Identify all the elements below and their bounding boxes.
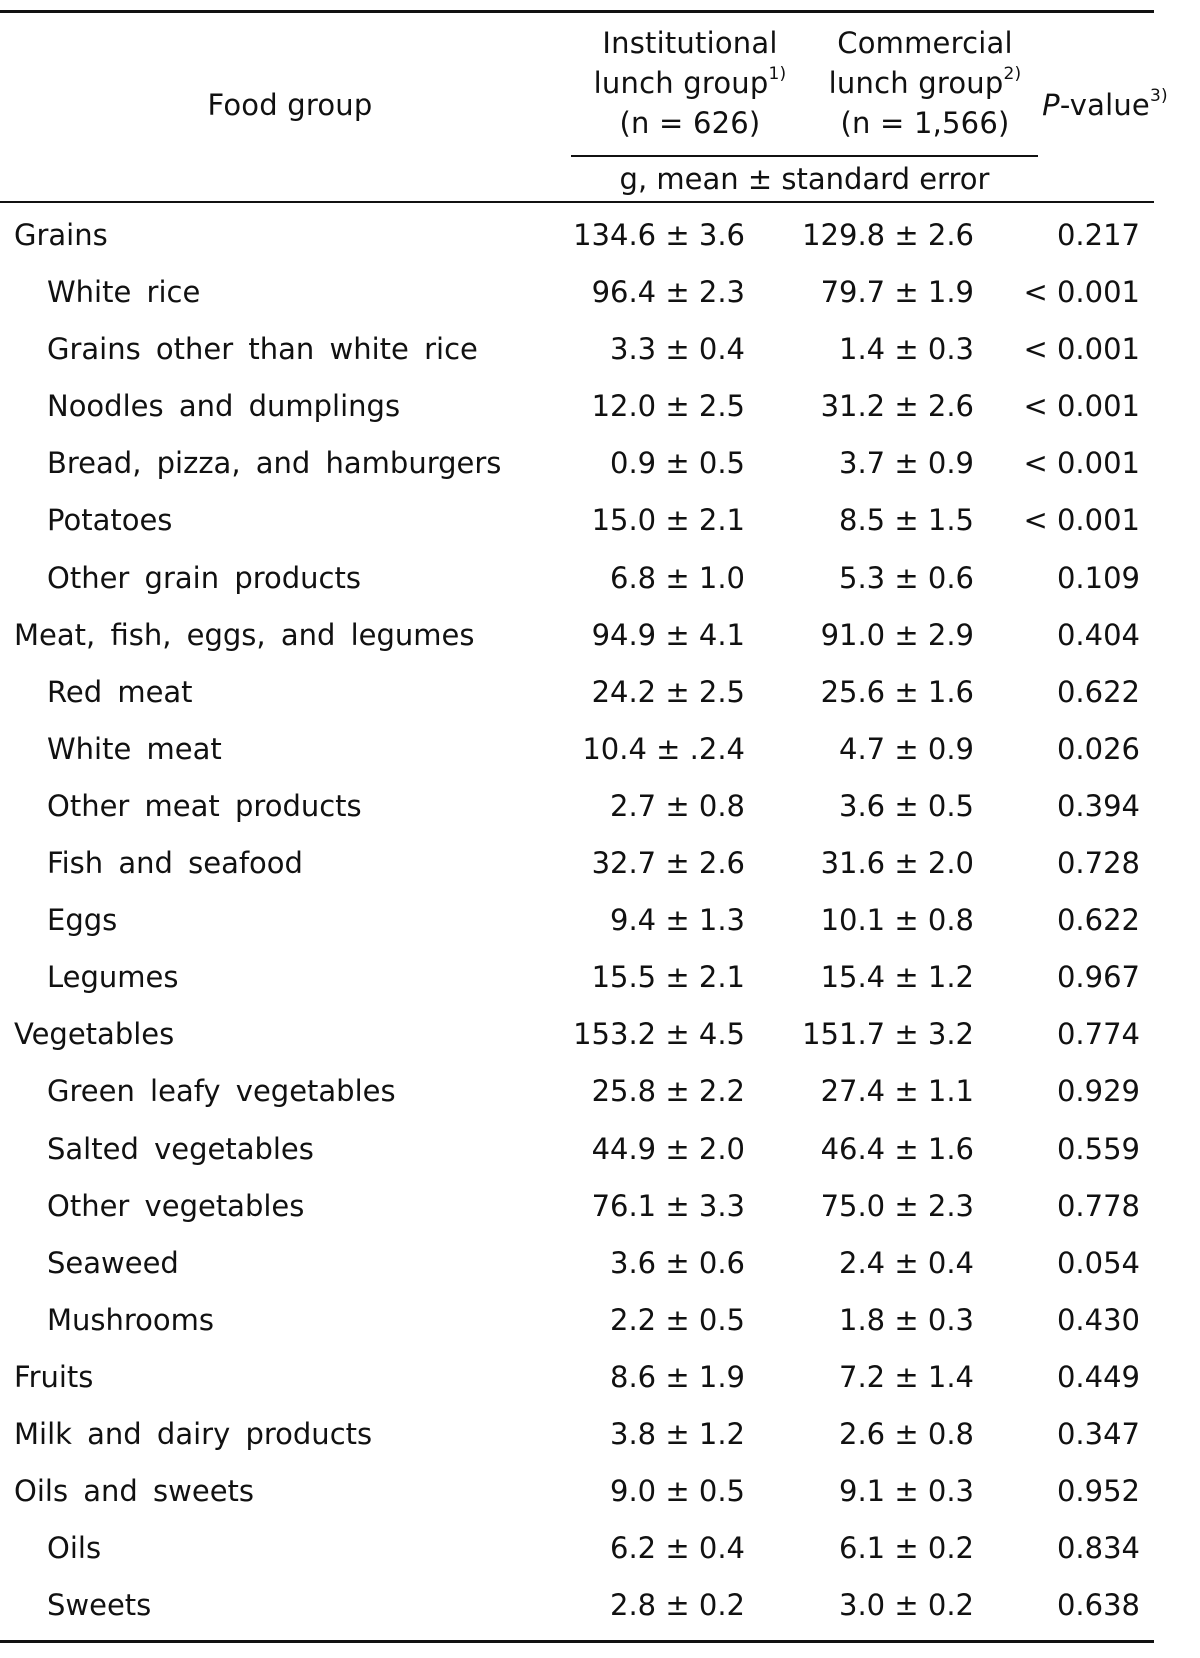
commercial-value-cell: 27.4 ± 1.1: [820, 1074, 974, 1109]
table-row: [0, 892, 1154, 949]
food-group-cell: Fruits: [14, 1359, 94, 1394]
table-row: [0, 1406, 1154, 1463]
header-p-value: [1040, 85, 1170, 125]
table-row: [0, 435, 1154, 492]
institutional-value-cell: 2.2 ± 0.5: [610, 1302, 745, 1337]
header-sub-rule: [571, 155, 1038, 157]
table-row: [0, 1463, 1154, 1520]
commercial-value-cell: 9.1 ± 0.3: [839, 1474, 974, 1509]
institutional-value-cell: 9.4 ± 1.3: [610, 903, 745, 938]
table-row: [0, 492, 1154, 549]
institutional-value-cell: 15.5 ± 2.1: [591, 960, 745, 995]
food-group-cell: Red meat: [47, 674, 193, 709]
header-units: g, mean ± standard error: [619, 162, 990, 196]
table-row: [0, 1006, 1154, 1063]
commercial-value-cell: 46.4 ± 1.6: [820, 1131, 974, 1166]
p-value-cell: 0.952: [1056, 1474, 1140, 1509]
table-row: [0, 721, 1154, 778]
commercial-value-cell: 91.0 ± 2.9: [820, 617, 974, 652]
table-row: [0, 264, 1154, 321]
food-group-cell: Grains: [14, 218, 108, 252]
food-group-cell: Grains other than white rice: [47, 332, 478, 367]
header-food-group-label: Food group: [207, 88, 373, 122]
table-row: [0, 1178, 1154, 1235]
p-value-cell: < 0.001: [1023, 332, 1140, 367]
p-value-cell: 0.622: [1056, 903, 1140, 938]
food-group-cell: Mushrooms: [47, 1302, 215, 1337]
commercial-value-cell: 129.8 ± 2.6: [802, 218, 974, 252]
institutional-value-cell: 6.8 ± 1.0: [610, 560, 745, 595]
food-group-cell: Meat, fish, eggs, and legumes: [14, 617, 475, 652]
commercial-value-cell: 2.4 ± 0.4: [839, 1245, 974, 1280]
commercial-value-cell: 7.2 ± 1.4: [839, 1359, 974, 1394]
table-row: [0, 1235, 1154, 1292]
p-value-cell: 0.728: [1056, 846, 1140, 881]
p-value-cell: 0.774: [1056, 1017, 1140, 1052]
table-row: [0, 1063, 1154, 1120]
commercial-value-cell: 151.7 ± 3.2: [802, 1017, 974, 1052]
commercial-value-cell: 3.7 ± 0.9: [839, 446, 974, 481]
food-group-cell: Other vegetables: [47, 1188, 305, 1223]
p-value-cell: < 0.001: [1023, 446, 1140, 481]
p-value-cell: 0.217: [1056, 218, 1140, 252]
commercial-value-cell: 3.6 ± 0.5: [839, 788, 974, 823]
food-group-cell: Oils: [47, 1531, 102, 1566]
commercial-value-cell: 31.6 ± 2.0: [820, 846, 974, 881]
institutional-value-cell: 3.3 ± 0.4: [610, 332, 745, 367]
institutional-value-cell: 8.6 ± 1.9: [610, 1359, 745, 1394]
institutional-value-cell: 94.9 ± 4.1: [591, 617, 745, 652]
p-value-cell: 0.026: [1056, 731, 1140, 766]
commercial-value-cell: 25.6 ± 1.6: [820, 674, 974, 709]
food-group-cell: Bread, pizza, and hamburgers: [47, 446, 502, 481]
header-institutional-line1: Institutional: [602, 26, 778, 60]
food-group-cell: Sweets: [47, 1588, 152, 1623]
food-group-cell: Potatoes: [47, 503, 173, 538]
p-value-cell: 0.430: [1056, 1302, 1140, 1337]
header-commercial-line1: Commercial: [837, 26, 1013, 60]
food-group-cell: Salted vegetables: [47, 1131, 314, 1166]
p-value-cell: 0.778: [1056, 1188, 1140, 1223]
institutional-value-cell: 32.7 ± 2.6: [591, 846, 745, 881]
footnote-marker-1: 1): [768, 64, 787, 85]
table-row: [0, 550, 1154, 607]
commercial-value-cell: 4.7 ± 0.9: [839, 731, 974, 766]
header-p-rest: -value: [1059, 88, 1150, 122]
table-row: [0, 607, 1154, 664]
footnote-marker-3: 3): [1149, 86, 1168, 107]
institutional-value-cell: 134.6 ± 3.6: [573, 218, 745, 252]
commercial-value-cell: 6.1 ± 0.2: [839, 1531, 974, 1566]
institutional-value-cell: 6.2 ± 0.4: [610, 1531, 745, 1566]
table-row: [0, 1121, 1154, 1178]
p-value-cell: 0.404: [1056, 617, 1140, 652]
table-row: [0, 1292, 1154, 1349]
food-group-cell: White rice: [47, 275, 201, 310]
food-group-cell: Oils and sweets: [14, 1474, 255, 1509]
food-group-cell: Other meat products: [47, 788, 362, 823]
commercial-value-cell: 2.6 ± 0.8: [839, 1416, 974, 1451]
p-value-cell: 0.449: [1056, 1359, 1140, 1394]
table-row: [0, 378, 1154, 435]
p-value-cell: 0.109: [1056, 560, 1140, 595]
institutional-value-cell: 12.0 ± 2.5: [591, 389, 745, 424]
header-commercial-line2: [790, 63, 1060, 103]
p-value-cell: 0.834: [1056, 1531, 1140, 1566]
food-group-cell: Eggs: [47, 903, 118, 938]
table-header: [0, 13, 1168, 201]
p-value-cell: < 0.001: [1023, 275, 1140, 310]
food-group-cell: Legumes: [47, 960, 179, 995]
food-group-cell: Fish and seafood: [47, 846, 303, 881]
table-row: [0, 778, 1154, 835]
header-commercial-n: (n = 1,566): [840, 106, 1010, 140]
commercial-value-cell: 79.7 ± 1.9: [820, 275, 974, 310]
table-row: [0, 949, 1154, 1006]
institutional-value-cell: 15.0 ± 2.1: [591, 503, 745, 538]
table-row: [0, 835, 1154, 892]
food-group-cell: Other grain products: [47, 560, 361, 595]
commercial-value-cell: 75.0 ± 2.3: [820, 1188, 974, 1223]
institutional-value-cell: 44.9 ± 2.0: [591, 1131, 745, 1166]
table-row: [0, 207, 1154, 264]
commercial-value-cell: 8.5 ± 1.5: [839, 503, 974, 538]
table-body: [0, 203, 1154, 1640]
header-institutional-label: lunch group: [593, 66, 769, 100]
commercial-value-cell: 15.4 ± 1.2: [820, 960, 974, 995]
food-group-table: [0, 10, 1168, 1643]
food-group-cell: Milk and dairy products: [14, 1416, 373, 1451]
food-group-cell: Seaweed: [47, 1245, 179, 1280]
p-value-cell: 0.394: [1056, 788, 1140, 823]
header-commercial: [790, 23, 1060, 143]
footnote-marker-2: 2): [1003, 64, 1022, 85]
table-row: [0, 1520, 1154, 1577]
food-group-cell: Green leafy vegetables: [47, 1074, 396, 1109]
table-row: [0, 321, 1154, 378]
commercial-value-cell: 1.4 ± 0.3: [839, 332, 974, 367]
p-value-cell: < 0.001: [1023, 389, 1140, 424]
bottom-rule: [0, 1640, 1154, 1643]
institutional-value-cell: 76.1 ± 3.3: [591, 1188, 745, 1223]
header-p-italic: P: [1042, 88, 1060, 122]
commercial-value-cell: 3.0 ± 0.2: [839, 1588, 974, 1623]
institutional-value-cell: 0.9 ± 0.5: [610, 446, 745, 481]
institutional-value-cell: 10.4 ± .2.4: [582, 731, 745, 766]
institutional-value-cell: 9.0 ± 0.5: [610, 1474, 745, 1509]
table-row: [0, 1577, 1154, 1634]
p-value-cell: 0.638: [1056, 1588, 1140, 1623]
food-group-cell: Vegetables: [14, 1017, 175, 1052]
institutional-value-cell: 2.8 ± 0.2: [610, 1588, 745, 1623]
table-row: [0, 1349, 1154, 1406]
header-institutional-n: (n = 626): [619, 106, 761, 140]
p-value-cell: 0.967: [1056, 960, 1140, 995]
institutional-value-cell: 25.8 ± 2.2: [591, 1074, 745, 1109]
commercial-value-cell: 10.1 ± 0.8: [820, 903, 974, 938]
header-commercial-label: lunch group: [828, 66, 1004, 100]
institutional-value-cell: 96.4 ± 2.3: [591, 275, 745, 310]
food-group-cell: White meat: [47, 731, 222, 766]
commercial-value-cell: 31.2 ± 2.6: [820, 389, 974, 424]
header-institutional: [560, 23, 820, 143]
institutional-value-cell: 2.7 ± 0.8: [610, 788, 745, 823]
table-row: [0, 664, 1154, 721]
commercial-value-cell: 5.3 ± 0.6: [839, 560, 974, 595]
p-value-cell: 0.559: [1056, 1131, 1140, 1166]
commercial-value-cell: 1.8 ± 0.3: [839, 1302, 974, 1337]
institutional-value-cell: 153.2 ± 4.5: [573, 1017, 745, 1052]
p-value-cell: 0.929: [1056, 1074, 1140, 1109]
header-institutional-line2: [560, 63, 820, 103]
header-food-group: [80, 85, 500, 125]
institutional-value-cell: 3.8 ± 1.2: [610, 1416, 745, 1451]
food-group-cell: Noodles and dumplings: [47, 389, 401, 424]
p-value-cell: 0.347: [1056, 1416, 1140, 1451]
institutional-value-cell: 24.2 ± 2.5: [591, 674, 745, 709]
p-value-cell: < 0.001: [1023, 503, 1140, 538]
institutional-value-cell: 3.6 ± 0.6: [610, 1245, 745, 1280]
p-value-cell: 0.622: [1056, 674, 1140, 709]
p-value-cell: 0.054: [1056, 1245, 1140, 1280]
